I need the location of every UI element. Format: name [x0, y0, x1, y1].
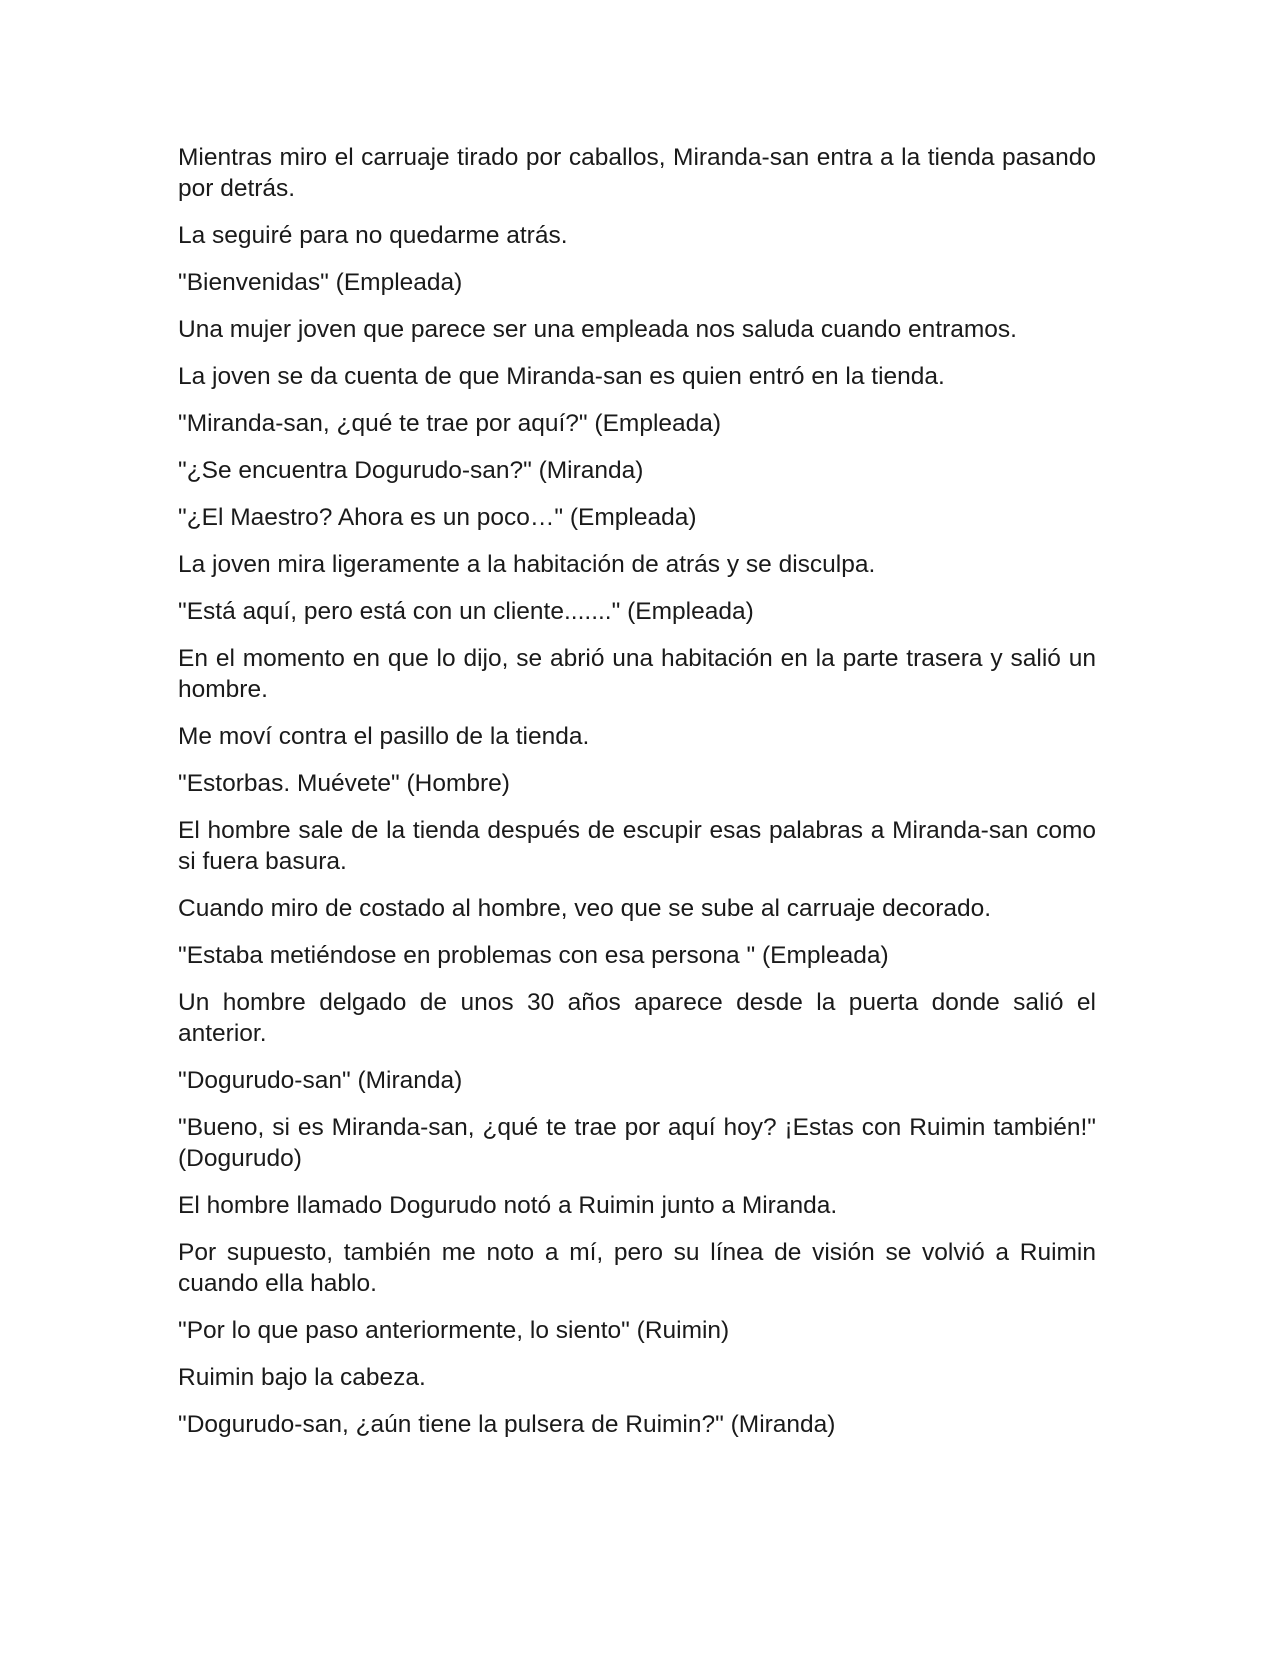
paragraph: En el momento en que lo dijo, se abrió una habitación en la parte trasera y salió un hombre. [178, 645, 1096, 703]
paragraph: "Estorbas. Muévete" (Hombre) [178, 770, 510, 797]
document-body [178, 142, 1096, 1456]
paragraph: "Dogurudo-san, ¿aún tiene la pulsera de Ruimin?" (Miranda) [178, 1411, 836, 1438]
paragraph: "Bienvenidas" (Empleada) [178, 269, 463, 296]
paragraph: Ruimin bajo la cabeza. [178, 1364, 426, 1391]
paragraph: "Bueno, si es Miranda-san, ¿qué te trae por aquí hoy? ¡Estas con Ruimin también!" (Dogurudo) [178, 1114, 1096, 1172]
paragraph: "Dogurudo-san" (Miranda) [178, 1067, 463, 1094]
paragraph: "Está aquí, pero está con un cliente......." (Empleada) [178, 598, 754, 625]
paragraph: "Estaba metiéndose en problemas con esa persona " (Empleada) [178, 942, 889, 969]
paragraph: Me moví contra el pasillo de la tienda. [178, 723, 590, 750]
paragraph: La seguiré para no quedarme atrás. [178, 222, 568, 249]
paragraph: El hombre llamado Dogurudo notó a Ruimin junto a Miranda. [178, 1192, 838, 1219]
paragraph: Mientras miro el carruaje tirado por caballos, Miranda-san entra a la tienda pasando por detrás. [178, 144, 1096, 202]
paragraph: "Por lo que paso anteriormente, lo siento" (Ruimin) [178, 1317, 730, 1344]
paragraph: "¿El Maestro? Ahora es un poco…" (Empleada) [178, 504, 697, 531]
paragraph: Por supuesto, también me noto a mí, pero su línea de visión se volvió a Ruimin cuando ella hablo. [178, 1239, 1096, 1297]
paragraph: El hombre sale de la tienda después de escupir esas palabras a Miranda-san como si fuera basura. [178, 817, 1096, 875]
paragraph: "¿Se encuentra Dogurudo-san?" (Miranda) [178, 457, 644, 484]
paragraph: Una mujer joven que parece ser una empleada nos saluda cuando entramos. [178, 316, 1017, 343]
paragraph: "Miranda-san, ¿qué te trae por aquí?" (Empleada) [178, 410, 722, 437]
paragraph: La joven mira ligeramente a la habitación de atrás y se disculpa. [178, 551, 876, 578]
paragraph: La joven se da cuenta de que Miranda-san es quien entró en la tienda. [178, 363, 945, 390]
paragraph: Un hombre delgado de unos 30 años aparece desde la puerta donde salió el anterior. [178, 989, 1096, 1047]
paragraph: Cuando miro de costado al hombre, veo que se sube al carruaje decorado. [178, 895, 992, 922]
